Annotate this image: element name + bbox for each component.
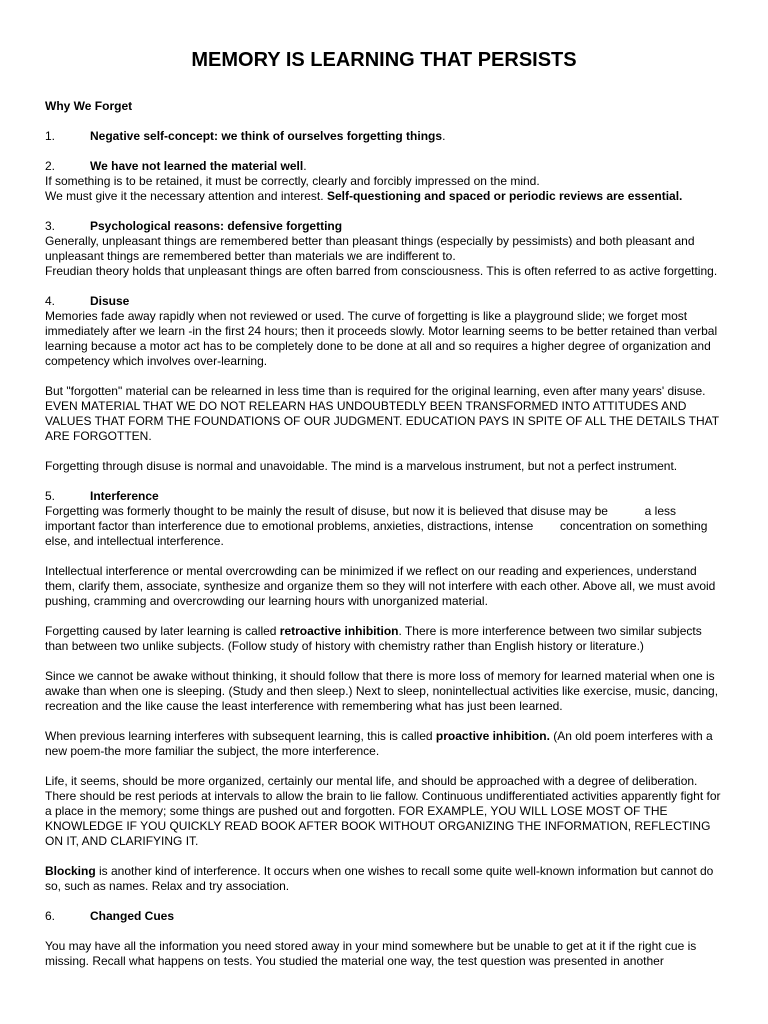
paragraph: Generally, unpleasant things are remembered better than pleasant things (especially by pessimists) and both pleasant and unpleasant things are remembered better than materials we are indifferent to. [45,234,695,263]
section-number: 6. [45,909,56,923]
section-6-title: Changed Cues [90,909,175,923]
paragraph: Forgetting through disuse is normal and unavoidable. The mind is a marvelous instrument, but not a perfect instrument. [45,459,678,473]
paragraph: Since we cannot be awake without thinking, it should follow that there is more loss of memory for learned material when one is awake than when one is sleeping. (Study and then sleep.) Next to sleep, nonintellectual activities like exercise, music, dancing, recreation and the like cause the least interference with remembering what has just been learned. [45,669,719,713]
paragraph: Life, it seems, should be more organized, certainly our mental life, and should be approached with a degree of deliberation. There should be rest periods at intervals to allow the brain to lie fallow. Continuous undifferentiated activities apparently fight for a place in the memory; some things are pushed out and forgotten. FOR EXAMPLE, YOU WILL LOSE MOST OF THE KNOWLEDGE IF YOU QUICKLY READ BOOK AFTER BOOK WITHOUT ORGANIZING THE INFORMATION, REFLECTING ON IT, AND CLARIFYING IT. [45,774,721,848]
section-6-heading [45,909,723,924]
section-5-title: Interference [90,489,159,503]
section-3-heading [45,219,723,234]
section-1-heading [45,129,723,144]
section-5-heading [45,489,723,504]
section-2-title: We have not learned the material well. [90,159,307,173]
section-4-title: Disuse [90,294,130,308]
section-4-heading [45,294,723,309]
section-2-heading [45,159,723,174]
section-number: 5. [45,489,56,503]
paragraph: Memories fade away rapidly when not reviewed or used. The curve of forgetting is like a playground slide; we forget most immediately after we learn -in the first 24 hours; then it proceeds slowly. Motor learning seems to be better retained than verbal learning because a motor act has to be completely done to be done at all and so requires a higher degree of organization and competency which involves over-learning. [45,309,718,368]
paragraph: Freudian theory holds that unpleasant things are often barred from consciousness. This is often referred to as active forgetting. [45,264,718,278]
paragraph: We must give it the necessary attention and interest. Self-questioning and spaced or periodic reviews are essential. [45,189,683,203]
page-title: MEMORY IS LEARNING THAT PERSISTS [191,49,577,71]
section-number: 3. [45,219,56,233]
section-subtitle: Why We Forget [45,99,133,113]
paragraph: When previous learning interferes with subsequent learning, this is called proactive inhibition. (An old poem interferes with a new poem-the more familiar the subject, the more interference. [45,729,713,758]
section-number: 2. [45,159,56,173]
section-number: 1. [45,129,56,143]
section-number: 4. [45,294,56,308]
section-1-title: Negative self-concept: we think of ourselves forgetting things. [90,129,446,143]
paragraph: Forgetting caused by later learning is called retroactive inhibition. There is more interference between two similar subjects than between two unlike subjects. (Follow study of history with chemistry rather than English history or literature.) [45,624,702,653]
section-3-title: Psychological reasons: defensive forgetting [90,219,343,233]
paragraph: Intellectual interference or mental overcrowding can be minimized if we reflect on our reading and experiences, understand them, clarify them, associate, synthesize and organize them so they will not interfere with each other. Above all, we must avoid pushing, cramming and overcrowding our learning hours with unorganized material. [45,564,716,608]
paragraph: But "forgotten" material can be relearned in less time than is required for the original learning, even after many years' disuse. EVEN MATERIAL THAT WE DO NOT RELEARN HAS UNDOUBTEDLY BEEN TRANSFORMED INTO ATTITUDES AND VALUES THAT FORM THE FOUNDATIONS OF OUR JUDGMENT. EDUCATION PAYS IN SPITE OF ALL THE DETAILS THAT ARE FORGOTTEN. [45,384,719,443]
paragraph: Blocking is another kind of interference. It occurs when one wishes to recall some quite well-known information but cannot do so, such as names. Relax and try association. [45,864,714,893]
paragraph: If something is to be retained, it must be correctly, clearly and forcibly impressed on the mind. [45,174,540,188]
paragraph: Forgetting was formerly thought to be mainly the result of disuse, but now it is believed that disuse may be a less important factor than interference due to emotional problems, anxieties, distractions, intense concentration on something else, and intellectual interference. [45,504,708,548]
paragraph: You may have all the information you need stored away in your mind somewhere but be unable to get at it if the right cue is missing. Recall what happens on tests. You studied the material one way, the test question was presented in another [45,939,697,968]
